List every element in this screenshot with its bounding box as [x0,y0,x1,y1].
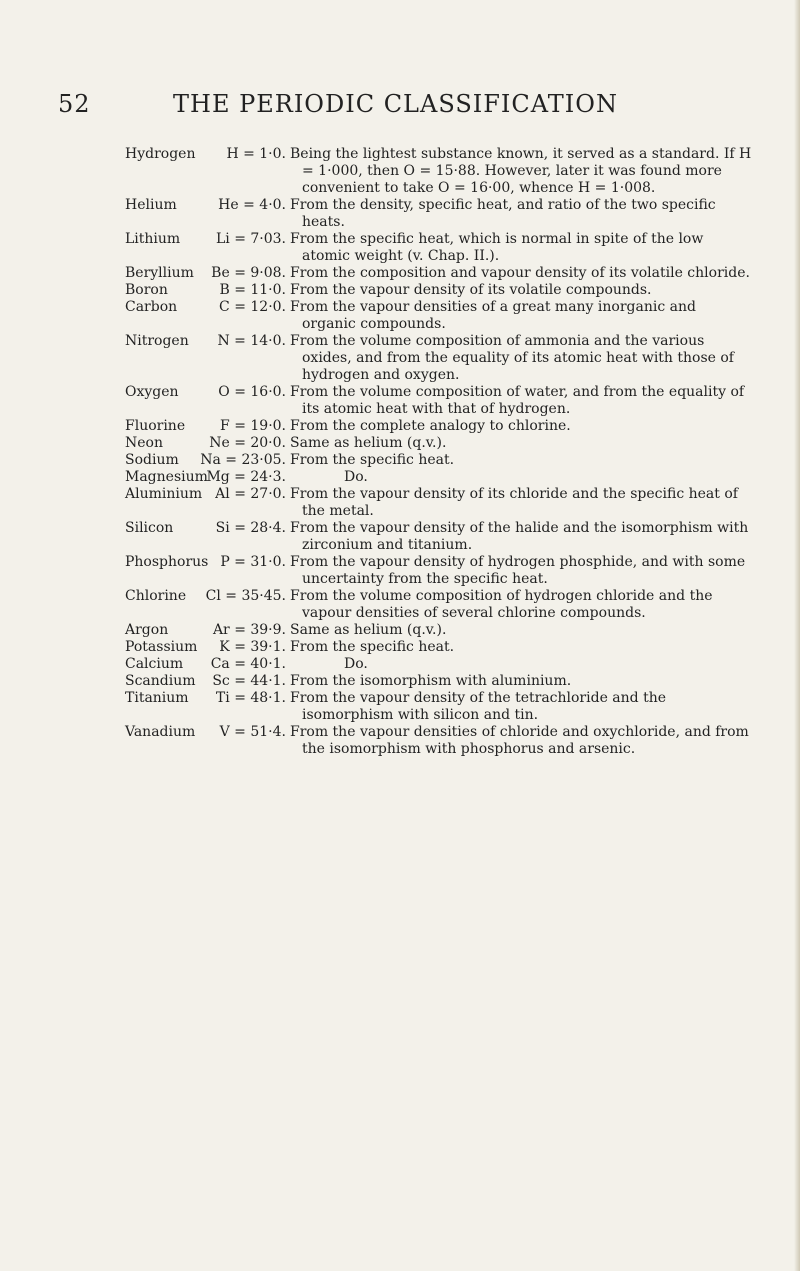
list-item [0,588,800,622]
list-item [0,639,800,656]
element-name: Potassium [125,639,198,655]
list-item [0,656,800,673]
atomic-weight: Ne = 20·0. [209,435,286,451]
determination-note: From the vapour density of its chloride and the specific heat of the metal. [290,486,738,519]
element-name: Titanium [125,690,189,706]
element-name: Oxygen [125,384,179,400]
element-name: Calcium [125,656,184,672]
list-item [0,724,800,758]
atomic-weight: Li = 7·03. [215,231,286,247]
running-title: THE PERIODIC CLASSIFICATION [173,90,618,118]
atomic-weight: F = 19·0. [220,418,286,434]
determination-note: From the vapour densities of chloride and oxychloride, and from the isomorphism with phosphorus and arsenic. [290,724,749,757]
list-item [0,197,800,231]
list-item [0,231,800,265]
element-name: Lithium [125,231,181,247]
determination-note: From the isomorphism with aluminium. [290,673,572,689]
page-number: 52 [58,90,91,118]
determination-note: From the complete analogy to chlorine. [290,418,571,434]
atomic-weight: Sc = 44·1. [212,673,286,689]
element-name: Vanadium [125,724,196,740]
atomic-weight: Ti = 48·1. [215,690,286,706]
list-item [0,554,800,588]
list-item [0,486,800,520]
list-item [0,282,800,299]
determination-note: Being the lightest substance known, it served as a standard. If H = 1·000, then O = 15·88. However, later it was found more convenient to take O = 16·00, whence H = 1·008. [290,146,752,196]
list-item [0,146,800,197]
element-name: Helium [125,197,177,213]
determination-note: From the volume composition of hydrogen chloride and the vapour densities of several chlorine compounds. [290,588,713,621]
list-item [0,265,800,282]
atomic-weight: Mg = 24·3. [206,469,286,485]
list-item [0,452,800,469]
list-item [0,520,800,554]
element-name: Boron [125,282,168,298]
list-item [0,673,800,690]
atomic-weight: C = 12·0. [219,299,286,315]
determination-note: From the vapour densities of a great many inorganic and organic compounds. [290,299,696,332]
atomic-weight-list [0,146,800,758]
determination-note: From the density, specific heat, and ratio of the two specific heats. [290,197,716,230]
element-name: Argon [125,622,169,638]
atomic-weight: K = 39·1. [219,639,286,655]
atomic-weight: O = 16·0. [218,384,286,400]
determination-note: From the volume composition of ammonia and the various oxides, and from the equality of its atomic heat with those of hydrogen and oxygen. [290,333,734,383]
atomic-weight: N = 14·0. [217,333,286,349]
element-name: Chlorine [125,588,187,604]
element-name: Aluminium [125,486,203,502]
determination-note: Same as helium (q.v.). [290,622,447,638]
determination-note: From the specific heat. [290,639,455,655]
atomic-weight: Be = 9·08. [211,265,286,281]
list-item [0,469,800,486]
list-item [0,435,800,452]
atomic-weight: Cl = 35·45. [205,588,286,604]
element-name: Scandium [125,673,196,689]
element-name: Silicon [125,520,174,536]
page-edge-shadow [794,0,800,1271]
list-item [0,622,800,639]
element-name: Fluorine [125,418,186,434]
atomic-weight: V = 51·4. [219,724,286,740]
determination-note: From the vapour density of hydrogen phosphide, and with some uncertainty from the specific heat. [290,554,746,587]
atomic-weight: Si = 28·4. [215,520,286,536]
element-name: Carbon [125,299,178,315]
determination-note: Do. [344,656,368,672]
atomic-weight: P = 31·0. [220,554,286,570]
determination-note: Do. [344,469,368,485]
determination-note: From the volume composition of water, and from the equality of its atomic heat with that of hydrogen. [290,384,745,417]
atomic-weight: Ar = 39·9. [212,622,286,638]
element-name: Hydrogen [125,146,196,162]
element-name: Nitrogen [125,333,189,349]
list-item [0,690,800,724]
atomic-weight: Al = 27·0. [215,486,286,502]
determination-note: From the vapour density of the tetrachloride and the isomorphism with silicon and tin. [290,690,667,723]
atomic-weight: H = 1·0. [226,146,286,162]
determination-note: From the specific heat, which is normal in spite of the low atomic weight (v. Chap. II.). [290,231,704,264]
list-item [0,299,800,333]
element-name: Magnesium [125,469,208,485]
determination-note: From the specific heat. [290,452,455,468]
element-name: Phosphorus [125,554,209,570]
determination-note: Same as helium (q.v.). [290,435,447,451]
determination-note: From the composition and vapour density of its volatile chloride. [290,265,750,281]
element-name: Beryllium [125,265,194,281]
atomic-weight: B = 11·0. [219,282,286,298]
element-name: Sodium [125,452,179,468]
atomic-weight: Ca = 40·1. [210,656,286,672]
element-name: Neon [125,435,163,451]
determination-note: From the vapour density of the halide and the isomorphism with zirconium and titanium. [290,520,749,553]
determination-note: From the vapour density of its volatile compounds. [290,282,652,298]
list-item [0,418,800,435]
list-item [0,384,800,418]
atomic-weight: He = 4·0. [218,197,286,213]
list-item [0,333,800,384]
atomic-weight: Na = 23·05. [200,452,286,468]
page-header [58,90,760,130]
